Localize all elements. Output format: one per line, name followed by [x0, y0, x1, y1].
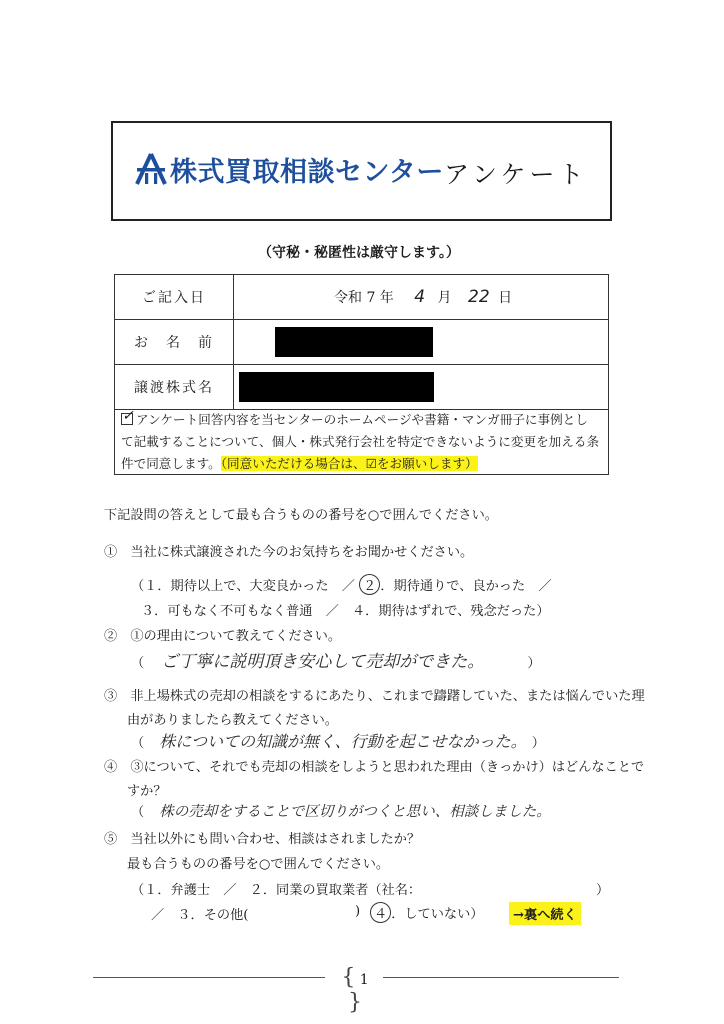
date-day-value: 22 [468, 287, 490, 307]
q5-option-4-number: ４ [374, 907, 388, 922]
q3-answer-line[interactable] [131, 729, 545, 752]
name-row [115, 320, 609, 365]
page-number-value: 1 [359, 972, 369, 988]
consent-highlight-post: をお願いします） [376, 456, 478, 471]
name-label: お 名 前 [115, 320, 234, 365]
q5-option-4-text: ．していない） [391, 907, 484, 922]
right-brace-icon: } [348, 990, 362, 1015]
q4-open-paren: （ [131, 805, 145, 820]
stock-redaction [239, 372, 434, 402]
name-field[interactable] [234, 320, 609, 365]
consent-highlight-pre: （同意いただける場合は、 [220, 456, 366, 471]
q2-answer-line[interactable] [131, 647, 541, 672]
q4-label-1: ④ ③について、それでも売却の相談をしようと思われた理由（きっかけ）はどんなことで [104, 760, 645, 775]
instruction-text: 下記設問の答えとして最も合うものの番号を○で囲んでください。 [104, 508, 498, 523]
q3-open-paren: （ [131, 736, 145, 751]
q5-option-1-close: ） [596, 883, 610, 898]
consent-text-2: て記載することについて、個人・株式発行会社を特定できないように変更を加える条 [121, 434, 600, 449]
survey-title: アンケート [444, 160, 588, 189]
date-month-value: 4 [414, 287, 426, 307]
date-row [115, 275, 609, 320]
q2-open-paren: （ [131, 656, 145, 671]
q3-label-2: 由がありましたら教えてください。 [127, 713, 338, 728]
consent-line-3 [121, 453, 602, 475]
date-month-label: 月 [437, 290, 452, 306]
continue-note: →裏へ続く [509, 902, 581, 925]
q5-option-2[interactable]: ／ ３．その他( [151, 908, 249, 923]
date-era: 令和 7 年 [334, 290, 394, 306]
q2-close-paren: ） [527, 656, 541, 671]
q5-option-4-circled [370, 902, 391, 923]
q5-option-2-close: ) [355, 904, 361, 919]
info-table [114, 274, 609, 410]
checkbox-icon: ☑ [365, 456, 377, 471]
footer-divider-right [383, 977, 619, 978]
consent-text-1: アンケート回答内容を当センターのホームページや書籍・マンガ冊子に事例とし [136, 412, 588, 427]
company-name: 株式買取相談センター [170, 157, 444, 188]
company-logo-icon [135, 152, 167, 186]
consent-highlight [221, 456, 478, 471]
q2-answer: ご丁寧に説明頂き安心して売却ができた。 [161, 652, 485, 672]
q5-option-3[interactable] [370, 902, 484, 923]
date-field[interactable] [234, 275, 609, 320]
consent-line-1 [121, 409, 602, 431]
q1-options-line-1 [131, 574, 552, 595]
consent-text-3: 件で同意します。 [121, 456, 221, 471]
consent-checkbox[interactable] [121, 408, 134, 425]
name-redaction [275, 327, 433, 357]
q5-label-2: 最も合うものの番号を○で囲んでください。 [127, 857, 390, 872]
stock-label: 譲渡株式名 [115, 365, 234, 410]
q3-label-1: ③ 非上場株式の売却の相談をするにあたり、これまで躊躇していた、または悩んでいた理 [104, 689, 645, 704]
q5-label-1: ⑤ 当社以外にも問い合わせ、相談はされましたか？ [104, 832, 421, 847]
check-mark-icon: ✓ [122, 408, 134, 424]
q1-option-1[interactable]: （１．期待以上で、大変良かった ／ [131, 579, 355, 594]
q4-label-2: すか？ [127, 784, 167, 799]
page-number [334, 965, 376, 1015]
q1-option-2-circled[interactable] [359, 574, 380, 595]
q3-answer: 株についての知識が無く、行動を起こせなかった。 [159, 732, 527, 751]
q5-option-1[interactable]: （１．弁護士 ／ ２．同業の買取業者（社名： [131, 883, 422, 898]
q1-options-line-2[interactable]: ３．可もなく不可もなく普通 ／ ４．期待はずれで、残念だった） [141, 604, 550, 619]
q4-answer: 株の売却をすることで区切りがつくと思い、相談しました。 [159, 804, 551, 820]
stock-row [115, 365, 609, 410]
confidential-note: （守秘・秘匿性は厳守します。） [258, 245, 460, 261]
date-day-label: 日 [498, 290, 513, 306]
date-label: ご記入日 [115, 275, 234, 320]
stock-field[interactable] [234, 365, 609, 410]
q1-option-2-text: ．期待通りで、良かった ／ [380, 579, 552, 594]
q2-label: ② ①の理由について教えてください。 [104, 629, 342, 644]
q4-answer-line[interactable] [131, 800, 551, 821]
q1-option-2-number: ２ [363, 579, 377, 594]
footer-divider-left [93, 977, 325, 978]
consent-box [114, 406, 609, 475]
q3-close-paren: ） [531, 736, 545, 751]
left-brace-icon: { [341, 965, 356, 990]
q1-label: ① 当社に株式譲渡された今のお気持ちをお聞かせください。 [104, 545, 474, 560]
